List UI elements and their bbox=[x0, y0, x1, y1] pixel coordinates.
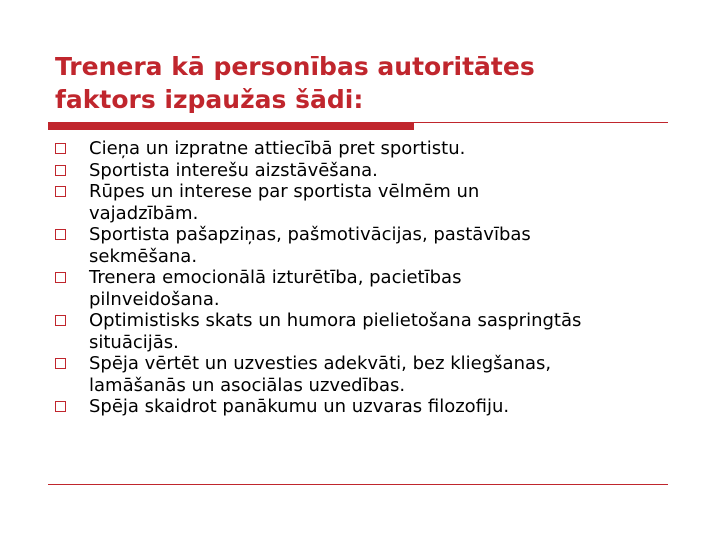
title-underline-thick bbox=[48, 123, 414, 130]
bullet-text: Optimistisks skats un humora pielietošana saspringtās bbox=[89, 310, 582, 331]
bullet-item bbox=[55, 181, 695, 224]
hollow-square-bullet-icon bbox=[55, 315, 66, 326]
bullet-text: Spēja vērtēt un uzvesties adekvāti, bez kliegšanas, bbox=[89, 353, 552, 374]
slide-title bbox=[55, 50, 675, 116]
hollow-square-bullet-icon bbox=[55, 401, 66, 412]
bottom-divider bbox=[48, 484, 668, 485]
bullet-text-continued: sekmēšana. bbox=[89, 245, 198, 267]
bullet-text: Cieņa un izpratne attiecībā pret sportistu. bbox=[89, 138, 466, 159]
bullet-item bbox=[55, 160, 695, 182]
bullet-item bbox=[55, 267, 695, 310]
hollow-square-bullet-icon bbox=[55, 143, 66, 154]
bullet-list bbox=[55, 138, 695, 418]
bullet-item bbox=[55, 224, 695, 267]
bullet-text: Spēja skaidrot panākumu un uzvaras filozofiju. bbox=[89, 396, 510, 417]
hollow-square-bullet-icon bbox=[55, 165, 66, 176]
bullet-text-continued: lamāšanās un asociālas uzvedības. bbox=[89, 374, 406, 396]
bullet-item bbox=[55, 353, 695, 396]
bullet-item bbox=[55, 396, 695, 418]
bullet-text-continued: situācijās. bbox=[89, 331, 179, 353]
bullet-text: Rūpes un interese par sportista vēlmēm un bbox=[89, 181, 480, 202]
hollow-square-bullet-icon bbox=[55, 229, 66, 240]
bullet-item bbox=[55, 310, 695, 353]
bullet-text-continued: vajadzībām. bbox=[89, 202, 199, 224]
hollow-square-bullet-icon bbox=[55, 272, 66, 283]
bullet-text: Sportista interešu aizstāvēšana. bbox=[89, 159, 378, 181]
hollow-square-bullet-icon bbox=[55, 358, 66, 369]
bullet-item bbox=[55, 138, 695, 160]
slide-title-line-1: Trenera kā personības autoritātes bbox=[55, 52, 535, 81]
hollow-square-bullet-icon bbox=[55, 186, 66, 197]
slide-title-line-2: faktors izpaužas šādi: bbox=[55, 85, 364, 114]
bullet-text-continued: pilnveidošana. bbox=[89, 288, 220, 310]
bullet-text: Sportista pašapziņas, pašmotivācijas, pastāvības bbox=[89, 224, 531, 245]
bullet-text: Trenera emocionālā izturētība, pacietības bbox=[89, 267, 462, 288]
